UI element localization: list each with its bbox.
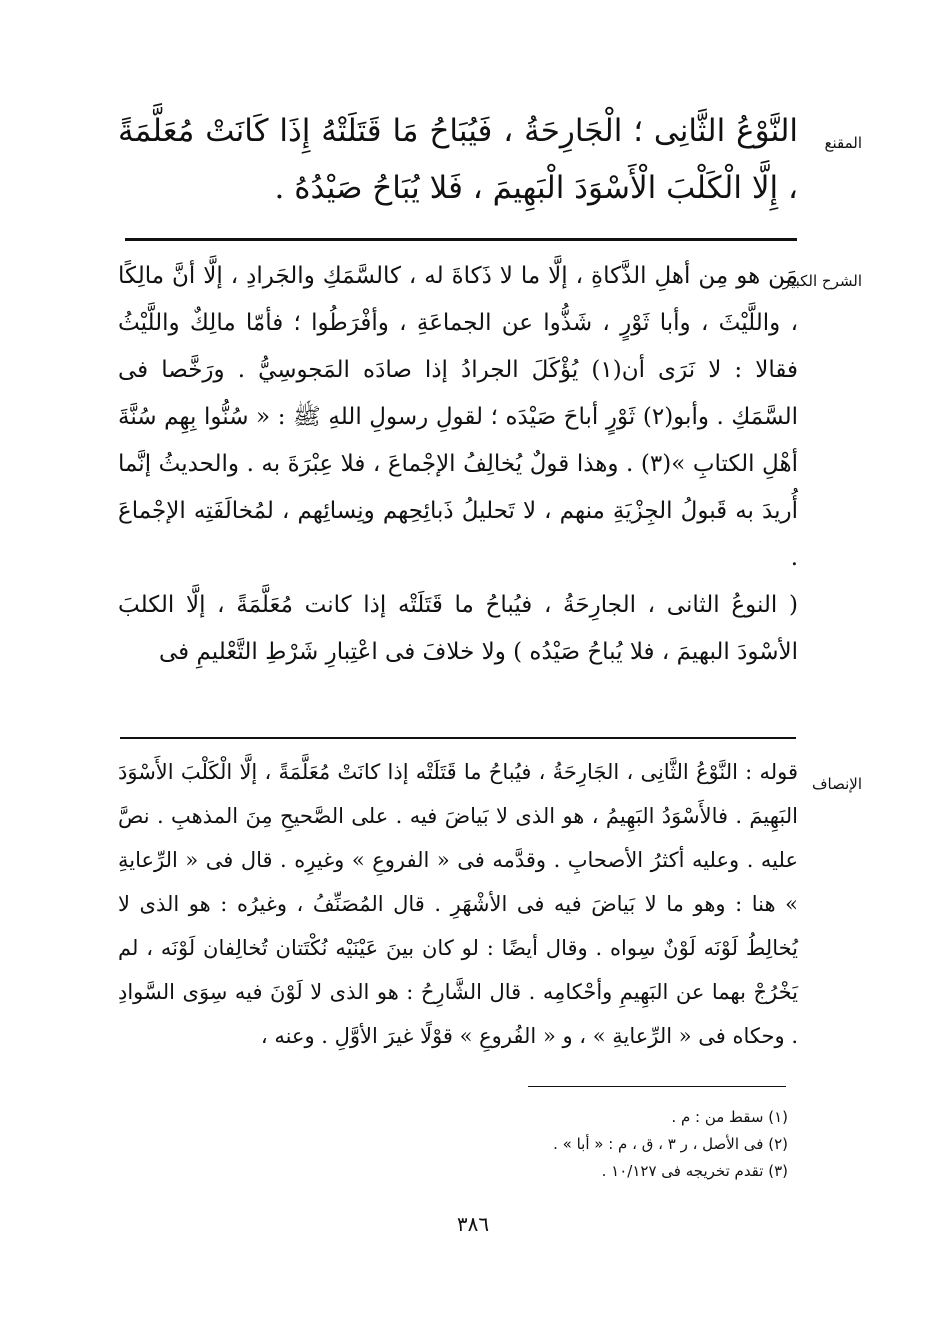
footnote: (٣) تقدم تخريجه فى ١٠/١٢٧ . xyxy=(601,1162,788,1180)
page-number: ٣٨٦ xyxy=(456,1212,490,1236)
insaf-text: قوله : النَّوْعُ الثَّانِى ، الجَارِحَةُ ، فيُباحُ ما قَتَلَتْه إذا كانَتْ مُعَلَّمَةً ، إلَّا الْكَلْبَ الأَسْوَدَ البَهِيمَ . فالأَسْوَدُ البَهِيمُ ، هو الذى لا بَياضَ فيه . على الصَّحيحِ مِنَ المذهبِ . نصَّ عليه . وعليه أكثرُ الأصحابِ . وقدَّمه فى « الفروعِ » وغيرِه . قال فى « الرِّعايةِ » هنا : وهو ما لا بَياضَ فيه فى الأشْهَرِ . قال المُصَنِّفُ ، وغيرُه : هو الذى لا يُخالِطُ لَوْنَه لَوْنٌ سِواه . وقال أيضًا : لو كان بينَ عَيْنَيْه نُكْتَتان تُخالِفان لَوْنَه ، لم يَخْرُجْ بهما عن البَهِيمِ وأحْكامِه . قال الشَّارِحُ : هو الذى لا لَوْنَ فيه سِوَى السَّوادِ . وحكاه فى « الرِّعايةِ » ، و « الفُروعِ » قوْلًا غيرَ الأوَّلِ . وعنه ، xyxy=(118,760,798,1048)
footnote: (٢) فى الأصل ، ر ٣ ، ق ، م : « أبا » . xyxy=(553,1135,788,1153)
sharh-text xyxy=(118,253,798,676)
section-divider-thin xyxy=(120,737,796,739)
section-divider-thick xyxy=(125,238,797,241)
footnote-divider xyxy=(528,1086,786,1087)
sharh-paragraph: ( النوعُ الثانى ، الجارِحَةُ ، فيُباحُ ما قَتَلَتْه إذا كانت مُعَلَّمَةً ، إلَّا الكلبَ الأسْودَ البهيمَ ، فلا يُباحُ صَيْدُه ) ولا خلافَ فى اعْتِبارِ شَرْطِ التَّعْليمِ فى xyxy=(118,592,798,665)
sharh-paragraph: مَن هو مِن أهلِ الذَّكاةِ ، إلَّا ما لا ذَكاةَ له ، كالسَّمَكِ والجَرادِ ، إلَّا أنَّ مالِكًا ، واللَّيْثَ ، وأبا ثَوْرٍ ، شَذُّوا عن الجماعَةِ ، وأفْرَطُوا ؛ فأمّا مالِكٌ واللَّيْثُ فقالا : لا نَرَى أن(١) يُؤْكَلَ الجرادُ إذا صادَه المَجوسِيُّ . ورَخَّصا فى السَّمَكِ . وأبو(٢) ثَوْرٍ أباحَ صَيْدَه ؛ لقولِ رسولِ اللهِ ﷺ : « سُنُّوا بِهِم سُنَّةَ أهْلِ الكتابِ »(٣) . وهذا قولٌ يُخالِفُ الإجْماعَ ، فلا عِبْرَةَ به . والحديثُ إنَّما أُريدَ به قَبولُ الجِزْيَةِ منهم ، لا تَحليلُ ذَبائِحِهم ونِسائِهم ، لمُخالَفَتِه الإجْماعَ . xyxy=(118,263,798,571)
muqni-text: النَّوْعُ الثَّانِى ؛ الْجَارِحَةُ ، فَيُبَاحُ مَا قَتَلَتْهُ إِذَا كَانَتْ مُعَلَّمَةً ، إِلَّا الْكَلْبَ الْأَسْوَدَ الْبَهِيمَ ، فَلا يُبَاحُ صَيْدُهُ . xyxy=(118,113,798,206)
footnotes xyxy=(368,1104,788,1185)
insaf-label: الإنصاف xyxy=(811,775,862,793)
footnote: (١) سقط من : م . xyxy=(671,1108,788,1126)
sharh-label: الشرح الكبير xyxy=(782,272,862,290)
muqni-label: المقنع xyxy=(824,134,862,152)
